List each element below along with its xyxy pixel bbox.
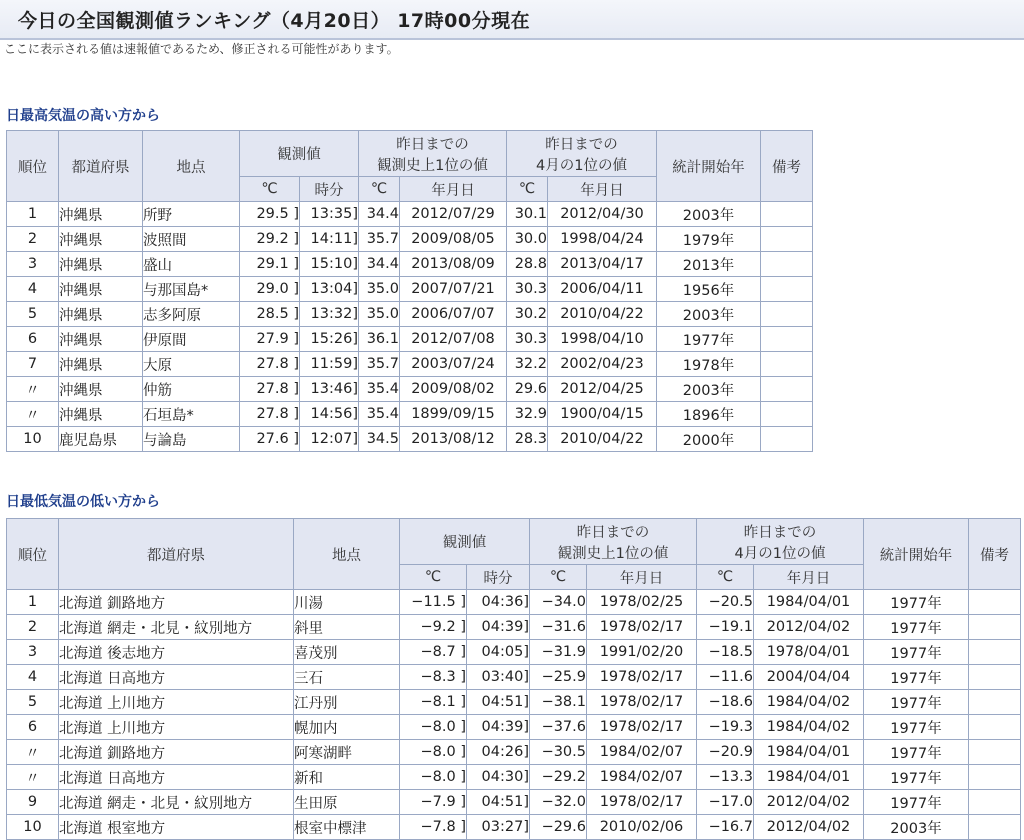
high-temp-table — [6, 130, 813, 452]
month-record-date-cell: 2012/04/02 — [754, 615, 864, 640]
note-cell — [761, 377, 813, 402]
month-record-date-cell: 2002/04/23 — [548, 352, 657, 377]
prefecture-cell: 沖縄県 — [59, 402, 143, 427]
record-date-cell: 2013/08/12 — [400, 427, 507, 452]
observed-time-cell: 04:30] — [467, 765, 530, 790]
month-record-date-cell: 1998/04/24 — [548, 227, 657, 252]
observed-value-cell: −7.9 ] — [400, 790, 467, 815]
note-cell — [969, 640, 1021, 665]
start-year-cell: 1896年 — [657, 402, 761, 427]
observed-time-cell: 04:39] — [467, 715, 530, 740]
start-year-cell: 1977年 — [864, 615, 969, 640]
prefecture-cell: 北海道 上川地方 — [59, 690, 294, 715]
header-note: 備考 — [761, 131, 813, 202]
rank-cell: 6 — [7, 327, 59, 352]
record-date-cell: 2012/07/29 — [400, 202, 507, 227]
station-cell: 喜茂別 — [294, 640, 400, 665]
header-month — [507, 131, 657, 177]
header-time: 時分 — [300, 177, 359, 202]
start-year-cell: 1977年 — [864, 790, 969, 815]
observed-time-cell: 03:27] — [467, 815, 530, 840]
record-date-cell: 2013/08/09 — [400, 252, 507, 277]
observed-value-cell: −8.0 ] — [400, 740, 467, 765]
prefecture-cell: 沖縄県 — [59, 277, 143, 302]
record-date-cell: 1978/02/25 — [587, 590, 697, 615]
observed-time-cell: 04:36] — [467, 590, 530, 615]
record-date-cell: 2010/02/06 — [587, 815, 697, 840]
record-date-cell: 2009/08/02 — [400, 377, 507, 402]
observed-time-cell: 04:39] — [467, 615, 530, 640]
prefecture-cell: 沖縄県 — [59, 252, 143, 277]
record-value-cell: 35.4 — [359, 377, 400, 402]
note-cell — [761, 277, 813, 302]
table-row — [7, 327, 813, 352]
start-year-cell: 1977年 — [864, 690, 969, 715]
record-value-cell: 35.7 — [359, 227, 400, 252]
table-row — [7, 615, 1021, 640]
header-month-line2: 4月の1位の値 — [536, 157, 627, 174]
month-record-date-cell: 1984/04/01 — [754, 765, 864, 790]
month-record-date-cell: 1984/04/01 — [754, 590, 864, 615]
header-pref: 都道府県 — [59, 131, 143, 202]
observed-time-cell: 14:56] — [300, 402, 359, 427]
note-cell — [969, 790, 1021, 815]
rank-cell: 〃 — [7, 765, 59, 790]
month-record-value-cell: 28.8 — [507, 252, 548, 277]
header-place: 地点 — [143, 131, 240, 202]
header-place: 地点 — [294, 519, 400, 590]
start-year-cell: 2003年 — [864, 815, 969, 840]
rank-cell: 5 — [7, 302, 59, 327]
header-start: 統計開始年 — [864, 519, 969, 590]
header-deg: ℃ — [359, 177, 400, 202]
prefecture-cell: 北海道 後志地方 — [59, 640, 294, 665]
table-row — [7, 352, 813, 377]
header-hist-line2: 観測史上1位の値 — [557, 545, 669, 562]
header-hist — [530, 519, 697, 565]
header-rank: 順位 — [7, 131, 59, 202]
station-cell: 石垣島* — [143, 402, 240, 427]
observed-value-cell: 28.5 ] — [240, 302, 300, 327]
station-cell: 志多阿原 — [143, 302, 240, 327]
record-date-cell: 2007/07/21 — [400, 277, 507, 302]
table-row — [7, 427, 813, 452]
observed-value-cell: −8.1 ] — [400, 690, 467, 715]
record-value-cell: −38.1 — [530, 690, 587, 715]
header-month-line1: 昨日までの — [743, 524, 817, 541]
station-cell: 生田原 — [294, 790, 400, 815]
rank-cell: 1 — [7, 202, 59, 227]
prefecture-cell: 北海道 根室地方 — [59, 815, 294, 840]
station-cell: 波照間 — [143, 227, 240, 252]
station-cell: 新和 — [294, 765, 400, 790]
station-cell: 斜里 — [294, 615, 400, 640]
observed-value-cell: 29.1 ] — [240, 252, 300, 277]
header-obs: 観測値 — [400, 519, 530, 565]
month-record-value-cell: −19.3 — [697, 715, 754, 740]
note-cell — [969, 715, 1021, 740]
header-hist-line1: 昨日までの — [396, 136, 469, 153]
observed-time-cell: 12:07] — [300, 427, 359, 452]
title-bar — [0, 0, 1024, 40]
record-value-cell: 34.4 — [359, 202, 400, 227]
rank-cell: 3 — [7, 252, 59, 277]
month-record-value-cell: −17.0 — [697, 790, 754, 815]
low-temp-table — [6, 518, 1021, 840]
station-cell: 根室中標津 — [294, 815, 400, 840]
start-year-cell: 1977年 — [864, 715, 969, 740]
month-record-value-cell: −20.5 — [697, 590, 754, 615]
table-row — [7, 665, 1021, 690]
month-record-value-cell: 29.6 — [507, 377, 548, 402]
record-value-cell: 35.4 — [359, 402, 400, 427]
record-date-cell: 1978/02/17 — [587, 665, 697, 690]
note-cell — [969, 615, 1021, 640]
note-cell — [969, 765, 1021, 790]
table-row — [7, 377, 813, 402]
observed-value-cell: −8.7 ] — [400, 640, 467, 665]
month-record-value-cell: 30.0 — [507, 227, 548, 252]
rank-cell: 〃 — [7, 740, 59, 765]
observed-value-cell: −8.0 ] — [400, 765, 467, 790]
header-rank: 順位 — [7, 519, 59, 590]
record-date-cell: 1978/02/17 — [587, 690, 697, 715]
month-record-date-cell: 2012/04/30 — [548, 202, 657, 227]
rank-cell: 6 — [7, 715, 59, 740]
observed-time-cell: 04:26] — [467, 740, 530, 765]
observed-value-cell: 29.5 ] — [240, 202, 300, 227]
start-year-cell: 2000年 — [657, 427, 761, 452]
month-record-date-cell: 2012/04/25 — [548, 377, 657, 402]
rank-cell: 4 — [7, 277, 59, 302]
observed-time-cell: 15:10] — [300, 252, 359, 277]
header-date: 年月日 — [400, 177, 507, 202]
month-record-value-cell: 30.3 — [507, 277, 548, 302]
start-year-cell: 1977年 — [864, 665, 969, 690]
rank-cell: 10 — [7, 427, 59, 452]
note-cell — [761, 202, 813, 227]
rank-cell: 3 — [7, 640, 59, 665]
prefecture-cell: 北海道 上川地方 — [59, 715, 294, 740]
prefecture-cell: 沖縄県 — [59, 302, 143, 327]
month-record-date-cell: 2006/04/11 — [548, 277, 657, 302]
station-cell: 三石 — [294, 665, 400, 690]
start-year-cell: 1979年 — [657, 227, 761, 252]
month-record-value-cell: 30.1 — [507, 202, 548, 227]
header-month-line1: 昨日までの — [545, 136, 618, 153]
note-cell — [761, 327, 813, 352]
record-date-cell: 2012/07/08 — [400, 327, 507, 352]
section-title-low: 日最低気温の低い方から — [6, 494, 160, 510]
observed-time-cell: 13:04] — [300, 277, 359, 302]
table-row — [7, 690, 1021, 715]
header-deg: ℃ — [507, 177, 548, 202]
header-hist — [359, 131, 507, 177]
month-record-value-cell: −18.6 — [697, 690, 754, 715]
prefecture-cell: 沖縄県 — [59, 227, 143, 252]
prefecture-cell: 北海道 日高地方 — [59, 765, 294, 790]
observed-value-cell: 27.8 ] — [240, 377, 300, 402]
observed-time-cell: 15:26] — [300, 327, 359, 352]
observed-time-cell: 11:59] — [300, 352, 359, 377]
header-date: 年月日 — [754, 565, 864, 590]
rank-cell: 7 — [7, 352, 59, 377]
station-cell: 所野 — [143, 202, 240, 227]
month-record-date-cell: 2004/04/04 — [754, 665, 864, 690]
observed-value-cell: 29.2 ] — [240, 227, 300, 252]
note-cell — [761, 402, 813, 427]
observed-time-cell: 14:11] — [300, 227, 359, 252]
rank-cell: 〃 — [7, 377, 59, 402]
start-year-cell: 2003年 — [657, 377, 761, 402]
station-cell: 与那国島* — [143, 277, 240, 302]
record-date-cell: 1978/02/17 — [587, 615, 697, 640]
note-cell — [761, 227, 813, 252]
observed-value-cell: 27.8 ] — [240, 402, 300, 427]
station-cell: 与論島 — [143, 427, 240, 452]
month-record-value-cell: 32.2 — [507, 352, 548, 377]
prefecture-cell: 鹿児島県 — [59, 427, 143, 452]
table-row — [7, 202, 813, 227]
note-cell — [969, 690, 1021, 715]
record-value-cell: −25.9 — [530, 665, 587, 690]
record-date-cell: 2009/08/05 — [400, 227, 507, 252]
header-date: 年月日 — [587, 565, 697, 590]
observed-time-cell: 13:32] — [300, 302, 359, 327]
record-date-cell: 1984/02/07 — [587, 765, 697, 790]
station-cell: 大原 — [143, 352, 240, 377]
start-year-cell: 1977年 — [864, 640, 969, 665]
start-year-cell: 2003年 — [657, 202, 761, 227]
rank-cell: 2 — [7, 227, 59, 252]
month-record-date-cell: 1984/04/02 — [754, 690, 864, 715]
station-cell: 仲筋 — [143, 377, 240, 402]
month-record-value-cell: −13.3 — [697, 765, 754, 790]
record-date-cell: 1978/02/17 — [587, 790, 697, 815]
start-year-cell: 1977年 — [864, 765, 969, 790]
month-record-value-cell: 32.9 — [507, 402, 548, 427]
month-record-date-cell: 1984/04/02 — [754, 715, 864, 740]
station-cell: 盛山 — [143, 252, 240, 277]
start-year-cell: 1977年 — [864, 590, 969, 615]
header-month — [697, 519, 864, 565]
record-value-cell: −29.6 — [530, 815, 587, 840]
observed-value-cell: −11.5 ] — [400, 590, 467, 615]
table-row — [7, 252, 813, 277]
record-value-cell: 35.0 — [359, 277, 400, 302]
month-record-value-cell: −18.5 — [697, 640, 754, 665]
station-cell: 伊原間 — [143, 327, 240, 352]
observed-time-cell: 04:51] — [467, 690, 530, 715]
prefecture-cell: 沖縄県 — [59, 377, 143, 402]
record-value-cell: −37.6 — [530, 715, 587, 740]
table-row — [7, 402, 813, 427]
month-record-value-cell: −20.9 — [697, 740, 754, 765]
record-date-cell: 1978/02/17 — [587, 715, 697, 740]
station-cell: 江丹別 — [294, 690, 400, 715]
table-row — [7, 790, 1021, 815]
section-title-high: 日最高気温の高い方から — [6, 108, 160, 124]
observed-value-cell: −8.3 ] — [400, 665, 467, 690]
header-hist-line1: 昨日までの — [576, 524, 650, 541]
month-record-date-cell: 1998/04/10 — [548, 327, 657, 352]
table-row — [7, 815, 1021, 840]
observed-value-cell: −9.2 ] — [400, 615, 467, 640]
table-row — [7, 277, 813, 302]
record-date-cell: 2006/07/07 — [400, 302, 507, 327]
start-year-cell: 2013年 — [657, 252, 761, 277]
record-value-cell: 34.4 — [359, 252, 400, 277]
observed-value-cell: −8.0 ] — [400, 715, 467, 740]
month-record-value-cell: 28.3 — [507, 427, 548, 452]
start-year-cell: 2003年 — [657, 302, 761, 327]
record-value-cell: −30.5 — [530, 740, 587, 765]
rank-cell: 2 — [7, 615, 59, 640]
rank-cell: 9 — [7, 790, 59, 815]
prefecture-cell: 北海道 日高地方 — [59, 665, 294, 690]
note-cell — [969, 740, 1021, 765]
observed-time-cell: 13:46] — [300, 377, 359, 402]
station-cell: 幌加内 — [294, 715, 400, 740]
header-deg: ℃ — [240, 177, 300, 202]
observed-value-cell: −7.8 ] — [400, 815, 467, 840]
observed-value-cell: 27.9 ] — [240, 327, 300, 352]
header-obs: 観測値 — [240, 131, 359, 177]
header-deg: ℃ — [400, 565, 467, 590]
header-start: 統計開始年 — [657, 131, 761, 202]
record-value-cell: 34.5 — [359, 427, 400, 452]
month-record-date-cell: 1900/04/15 — [548, 402, 657, 427]
header-pref: 都道府県 — [59, 519, 294, 590]
table-row — [7, 640, 1021, 665]
record-date-cell: 2003/07/24 — [400, 352, 507, 377]
record-value-cell: −34.0 — [530, 590, 587, 615]
page-title: 今日の全国観測値ランキング（4月20日） 17時00分現在 — [18, 10, 531, 32]
observed-value-cell: 29.0 ] — [240, 277, 300, 302]
header-note: 備考 — [969, 519, 1021, 590]
prefecture-cell: 沖縄県 — [59, 202, 143, 227]
rank-cell: 10 — [7, 815, 59, 840]
note-cell — [761, 427, 813, 452]
month-record-date-cell: 2012/04/02 — [754, 815, 864, 840]
month-record-date-cell: 2010/04/22 — [548, 302, 657, 327]
prefecture-cell: 北海道 釧路地方 — [59, 590, 294, 615]
month-record-date-cell: 2013/04/17 — [548, 252, 657, 277]
table-row — [7, 227, 813, 252]
record-date-cell: 1984/02/07 — [587, 740, 697, 765]
station-cell: 阿寒湖畔 — [294, 740, 400, 765]
month-record-date-cell: 1978/04/01 — [754, 640, 864, 665]
month-record-date-cell: 2012/04/02 — [754, 790, 864, 815]
rank-cell: 5 — [7, 690, 59, 715]
notice-text: ここに表示される値は速報値であるため、修正される可能性があります。 — [4, 42, 399, 56]
observed-time-cell: 03:40] — [467, 665, 530, 690]
record-value-cell: 35.0 — [359, 302, 400, 327]
record-value-cell: −31.9 — [530, 640, 587, 665]
note-cell — [761, 252, 813, 277]
record-value-cell: 36.1 — [359, 327, 400, 352]
note-cell — [761, 302, 813, 327]
observed-time-cell: 04:05] — [467, 640, 530, 665]
header-date: 年月日 — [548, 177, 657, 202]
note-cell — [969, 815, 1021, 840]
record-value-cell: −29.2 — [530, 765, 587, 790]
observed-time-cell: 13:35] — [300, 202, 359, 227]
note-cell — [969, 665, 1021, 690]
station-cell: 川湯 — [294, 590, 400, 615]
observed-time-cell: 04:51] — [467, 790, 530, 815]
header-deg: ℃ — [697, 565, 754, 590]
observed-value-cell: 27.8 ] — [240, 352, 300, 377]
month-record-value-cell: −19.1 — [697, 615, 754, 640]
record-value-cell: −32.0 — [530, 790, 587, 815]
rank-cell: 〃 — [7, 402, 59, 427]
prefecture-cell: 沖縄県 — [59, 352, 143, 377]
table-row — [7, 715, 1021, 740]
table-row — [7, 740, 1021, 765]
record-date-cell: 1899/09/15 — [400, 402, 507, 427]
month-record-value-cell: 30.2 — [507, 302, 548, 327]
start-year-cell: 1956年 — [657, 277, 761, 302]
table-row — [7, 590, 1021, 615]
prefecture-cell: 沖縄県 — [59, 327, 143, 352]
observed-value-cell: 27.6 ] — [240, 427, 300, 452]
header-deg: ℃ — [530, 565, 587, 590]
month-record-value-cell: 30.3 — [507, 327, 548, 352]
start-year-cell: 1977年 — [657, 327, 761, 352]
start-year-cell: 1977年 — [864, 740, 969, 765]
table-row — [7, 765, 1021, 790]
record-date-cell: 1991/02/20 — [587, 640, 697, 665]
month-record-date-cell: 2010/04/22 — [548, 427, 657, 452]
rank-cell: 1 — [7, 590, 59, 615]
month-record-value-cell: −11.6 — [697, 665, 754, 690]
prefecture-cell: 北海道 網走・北見・紋別地方 — [59, 615, 294, 640]
note-cell — [969, 590, 1021, 615]
prefecture-cell: 北海道 釧路地方 — [59, 740, 294, 765]
header-month-line2: 4月の1位の値 — [734, 545, 826, 562]
header-time: 時分 — [467, 565, 530, 590]
table-row — [7, 302, 813, 327]
note-cell — [761, 352, 813, 377]
month-record-value-cell: −16.7 — [697, 815, 754, 840]
month-record-date-cell: 1984/04/01 — [754, 740, 864, 765]
header-hist-line2: 観測史上1位の値 — [377, 157, 488, 174]
rank-cell: 4 — [7, 665, 59, 690]
record-value-cell: 35.7 — [359, 352, 400, 377]
record-value-cell: −31.6 — [530, 615, 587, 640]
start-year-cell: 1978年 — [657, 352, 761, 377]
prefecture-cell: 北海道 網走・北見・紋別地方 — [59, 790, 294, 815]
